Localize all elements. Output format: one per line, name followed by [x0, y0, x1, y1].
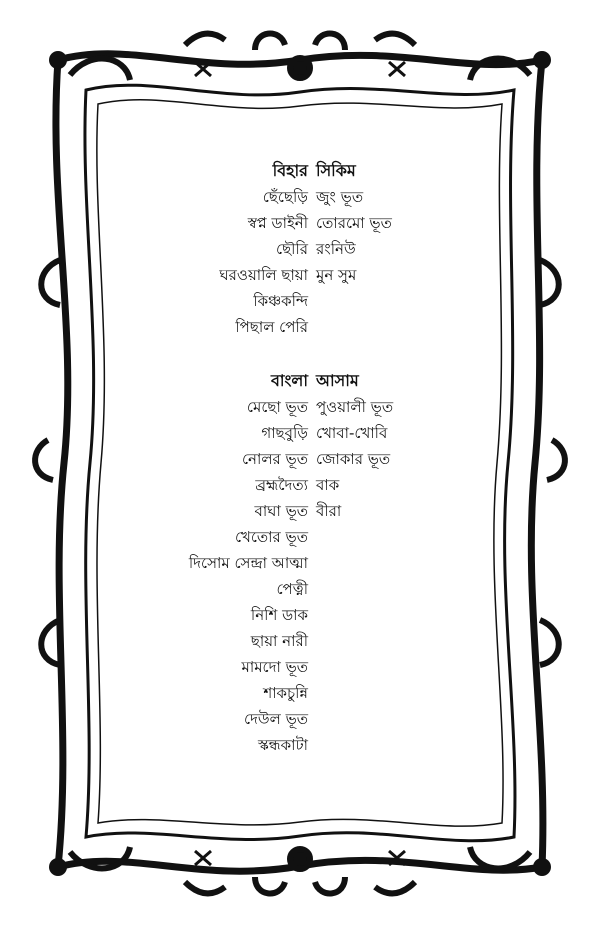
section-bangla-assam — [0, 368, 600, 758]
bangla-item: দিসোম সেন্দ্রা আত্মা — [188, 554, 308, 572]
heading-bangla: বাংলা — [271, 371, 308, 390]
list-row — [0, 654, 600, 680]
assam-item: পুওয়ালী ভূত — [316, 398, 394, 416]
list-row — [0, 262, 600, 288]
list-row — [0, 524, 600, 550]
bihar-item: ছেঁছেড়ি — [262, 188, 308, 206]
bangla-item: ছায়া নারী — [250, 632, 308, 650]
sikkim-item: জুং ভূত — [316, 188, 364, 206]
assam-item: জোকার ভূত — [316, 450, 391, 468]
section-heading-row — [0, 158, 600, 184]
bangla-item: খেতোর ভূত — [234, 528, 308, 546]
list-row — [0, 446, 600, 472]
bihar-item: ঘরওয়ালি ছায়া — [219, 266, 308, 284]
bangla-item: বাঘা ভূত — [254, 502, 308, 520]
assam-item: বাক — [316, 476, 340, 494]
bangla-item: মেছো ভূত — [246, 398, 308, 416]
list-row — [0, 314, 600, 340]
sikkim-item: তোরমো ভূত — [316, 214, 392, 232]
heading-sikkim: সিকিম — [316, 161, 356, 180]
list-row — [0, 732, 600, 758]
section-heading-row — [0, 368, 600, 394]
sikkim-item: মুন সুম — [316, 266, 357, 284]
sikkim-item: রংনিউ — [316, 240, 356, 258]
bangla-item: দেউল ভূত — [243, 710, 308, 728]
bangla-item: নিশি ডাক — [250, 606, 308, 624]
assam-item: বীরা — [316, 502, 342, 520]
heading-bihar: বিহার — [272, 161, 308, 180]
list-row — [0, 628, 600, 654]
bangla-item: পেত্নী — [276, 580, 308, 598]
heading-assam: আসাম — [316, 371, 359, 390]
bangla-item: নোলর ভূত — [241, 450, 308, 468]
list-row — [0, 210, 600, 236]
list-row — [0, 602, 600, 628]
list-row — [0, 706, 600, 732]
list-row — [0, 550, 600, 576]
list-row — [0, 576, 600, 602]
list-row — [0, 288, 600, 314]
bangla-item: শাকচুন্নি — [263, 684, 308, 702]
list-row — [0, 420, 600, 446]
bangla-item: মামদো ভূত — [241, 658, 308, 676]
bihar-item: স্বপ্ন ডাইনী — [247, 214, 308, 232]
bangla-item: ব্রহ্মদৈত্য — [255, 476, 308, 494]
list-row — [0, 236, 600, 262]
list-row — [0, 394, 600, 420]
list-row — [0, 184, 600, 210]
bangla-item: স্কন্ধকাটা — [257, 736, 308, 754]
bangla-item: গাছবুড়ি — [261, 424, 308, 442]
list-row — [0, 498, 600, 524]
assam-item: খোবা-খোবি — [316, 424, 388, 442]
bihar-item: ছৌরি — [275, 240, 308, 258]
section-bihar-sikkim — [0, 158, 600, 340]
list-row — [0, 680, 600, 706]
bihar-item: কিঞ্চকন্দি — [253, 292, 308, 310]
bihar-item: পিছাল পেরি — [235, 318, 308, 336]
list-row — [0, 472, 600, 498]
